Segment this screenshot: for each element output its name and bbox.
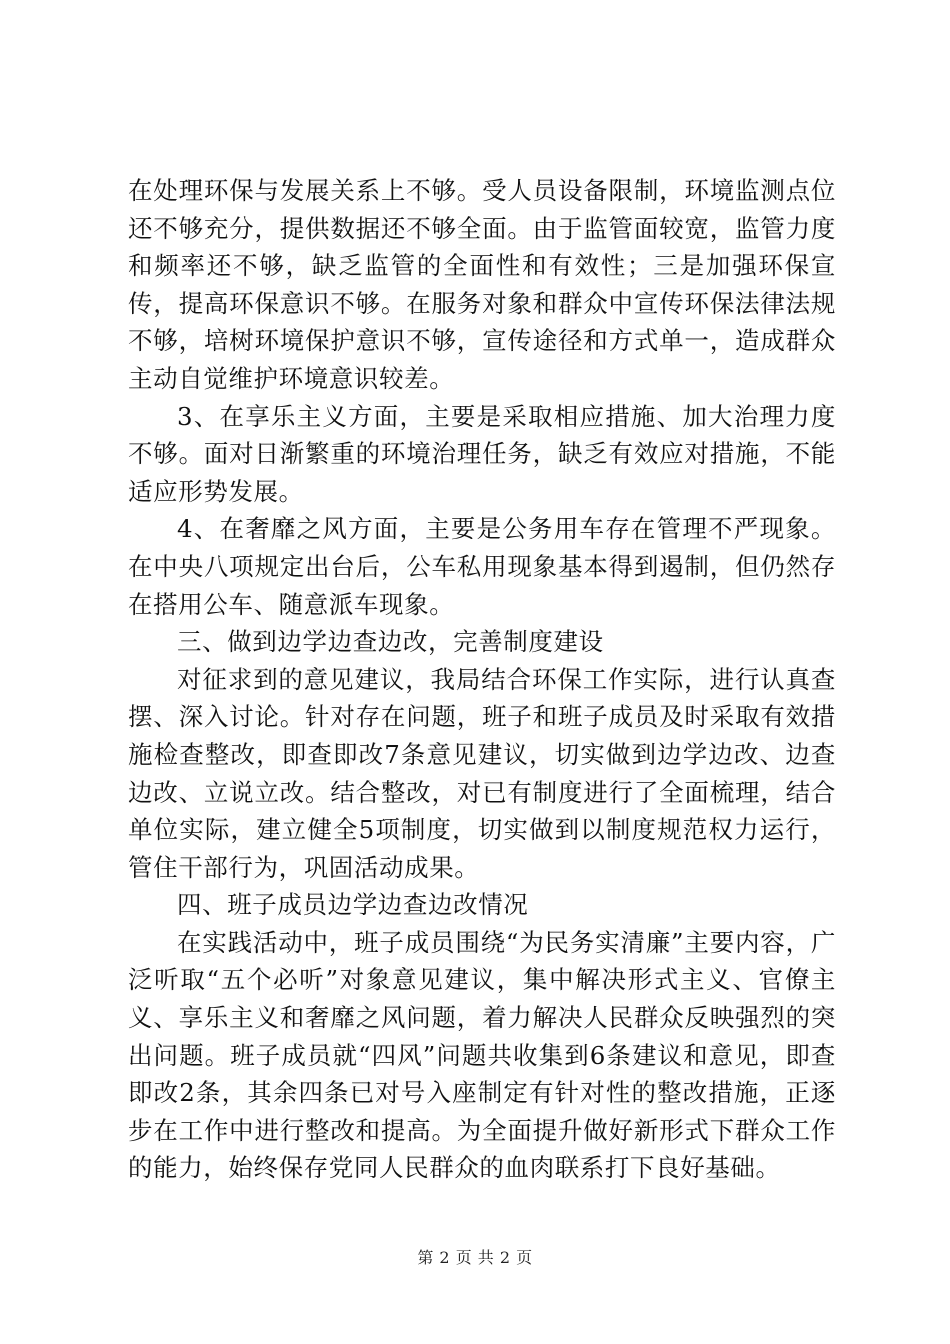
paragraph-section-4-body: 在实践活动中，班子成员围绕“为民务实清廉”主要内容，广泛听取“五个必听”对象意见建议，集中解决形式主义、官僚主义、享乐主义和奢靡之风问题，着力解决人民群众反映强烈的突出问题。班子成员就“四风”问题共收集到6条建议和意见，即查即改2条，其余四条已对号入座制定有针对性的整改措施，正逐步在工作中进行整改和提高。为全面提升做好新形式下群众工作的能力，始终保存党同人民群众的血肉联系打下良好基础。 <box>128 927 836 1183</box>
section-heading-3: 三、做到边学边查边改，完善制度建设 <box>177 627 604 657</box>
paragraph-item-3: 3、在享乐主义方面，主要是采取相应措施、加大治理力度不够。面对日渐繁重的环境治理任务，缺乏有效应对措施，不能适应形势发展。 <box>128 401 836 506</box>
page-footer: 第 2 页 共 2 页 <box>417 1248 533 1267</box>
paragraph-section-3-body: 对征求到的意见建议，我局结合环保工作实际，进行认真查摆、深入讨论。针对存在问题，班子和班子成员及时采取有效措施检查整改，即查即改7条意见建议，切实做到边学边改、边查边改、立说立改。结合整改，对已有制度进行了全面梳理，结合单位实际，建立健全5项制度，切实做到以制度规范权力运行，管住干部行为，巩固活动成果。 <box>128 664 836 882</box>
document-body <box>128 172 836 1187</box>
paragraph-continuation: 在处理环保与发展关系上不够。受人员设备限制，环境监测点位还不够充分，提供数据还不够全面。由于监管面较宽，监管力度和频率还不够，缺乏监管的全面性和有效性；三是加强环保宣传，提高环保意识不够。在服务对象和群众中宣传环保法律法规不够，培树环境保护意识不够，宣传途径和方式单一，造成群众主动自觉维护环境意识较差。 <box>128 176 836 393</box>
paragraph-item-4: 4、在奢靡之风方面，主要是公务用车存在管理不严现象。在中央八项规定出台后，公车私用现象基本得到遏制，但仍然存在搭用公车、随意派车现象。 <box>128 514 836 619</box>
section-heading-4: 四、班子成员边学边查边改情况 <box>177 890 529 920</box>
